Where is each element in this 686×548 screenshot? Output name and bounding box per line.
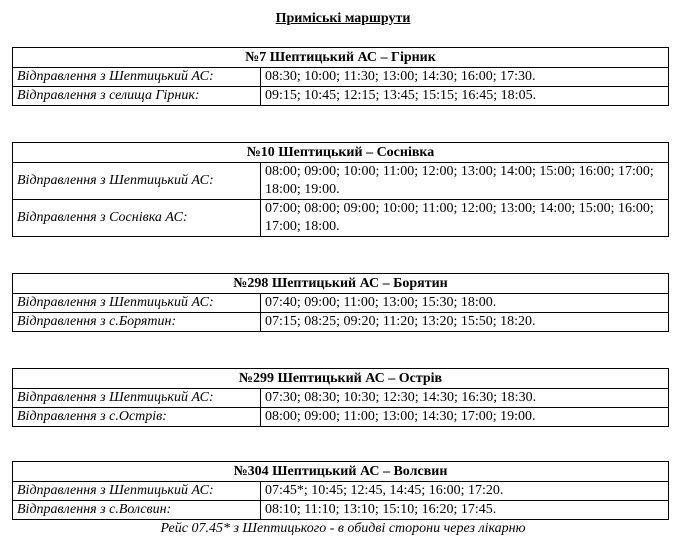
- departure-times: 07:30; 08:30; 10:30; 12:30; 14:30; 16:30; 18:30.: [261, 389, 669, 408]
- departure-label: Відправлення з с.Борятин:: [13, 313, 261, 332]
- table-row: [13, 408, 669, 427]
- table-row: [13, 68, 669, 87]
- table-row: [13, 313, 669, 332]
- route-table-298: [12, 273, 669, 332]
- departure-times: 08:30; 10:00; 11:30; 13:00; 14:30; 16:00; 17:30.: [261, 68, 669, 87]
- departure-times: 09:15; 10:45; 12:15; 13:45; 15:15; 16:45; 18:05.: [261, 87, 669, 106]
- route-header-row: [13, 143, 669, 163]
- table-row: [13, 163, 669, 200]
- footnote: Рейс 07.45* з Шептицького - в обидві сторони через лікарню: [160, 521, 526, 536]
- departure-label: Відправлення з селища Гірник:: [13, 87, 261, 106]
- table-row: [13, 200, 669, 237]
- departure-times: 07:00; 08:00; 09:00; 10:00; 11:00; 12:00; 13:00; 14:00; 15:00; 16:00; 17:00; 18:00.: [261, 200, 669, 237]
- table-row: [13, 501, 669, 520]
- departure-label: Відправлення з Шептицький АС:: [13, 163, 261, 200]
- departure-times: 07:45*; 10:45; 12:45, 14:45; 16:00; 17:20.: [261, 482, 669, 501]
- route-header: №299 Шептицький АС – Острів: [13, 369, 669, 389]
- departure-times: 07:40; 09:00; 11:00; 13:00; 15:30; 18:00.: [261, 294, 669, 313]
- page-title: Приміські маршрути: [275, 11, 411, 26]
- departure-times: 08:10; 11:10; 13:10; 15:10; 16:20; 17:45.: [261, 501, 669, 520]
- route-header-row: [13, 369, 669, 389]
- table-row: [13, 87, 669, 106]
- departure-label: Відправлення з Шептицький АС:: [13, 68, 261, 87]
- table-row: [13, 482, 669, 501]
- route-header: №298 Шептицький АС – Борятин: [13, 274, 669, 294]
- table-row: [13, 389, 669, 408]
- route-header-row: [13, 274, 669, 294]
- departure-times: 07:15; 08:25; 09:20; 11:20; 13:20; 15:50; 18:20.: [261, 313, 669, 332]
- route-header-row: [13, 48, 669, 68]
- departure-times: 08:00; 09:00; 10:00; 11:00; 12:00; 13:00; 14:00; 15:00; 16:00; 17:00; 18:00; 19:00.: [261, 163, 669, 200]
- departure-label: Відправлення з с.Острів:: [13, 408, 261, 427]
- departure-label: Відправлення з Соснівка АС:: [13, 200, 261, 237]
- table-row: [13, 294, 669, 313]
- route-table-299: [12, 368, 669, 427]
- route-header: №10 Шептицький – Соснівка: [13, 143, 669, 163]
- departure-label: Відправлення з Шептицький АС:: [13, 389, 261, 408]
- departure-times: 08:00; 09:00; 11:00; 13:00; 14:30; 17:00; 19:00.: [261, 408, 669, 427]
- route-header: №304 Шептицький АС – Волсвин: [13, 462, 669, 482]
- route-table-304: [12, 461, 669, 520]
- route-table-7: [12, 47, 669, 106]
- departure-label: Відправлення з с.Волсвин:: [13, 501, 261, 520]
- route-header: №7 Шептицький АС – Гірник: [13, 48, 669, 68]
- route-table-10: [12, 142, 669, 237]
- departure-label: Відправлення з Шептицький АС:: [13, 482, 261, 501]
- route-header-row: [13, 462, 669, 482]
- departure-label: Відправлення з Шептицький АС:: [13, 294, 261, 313]
